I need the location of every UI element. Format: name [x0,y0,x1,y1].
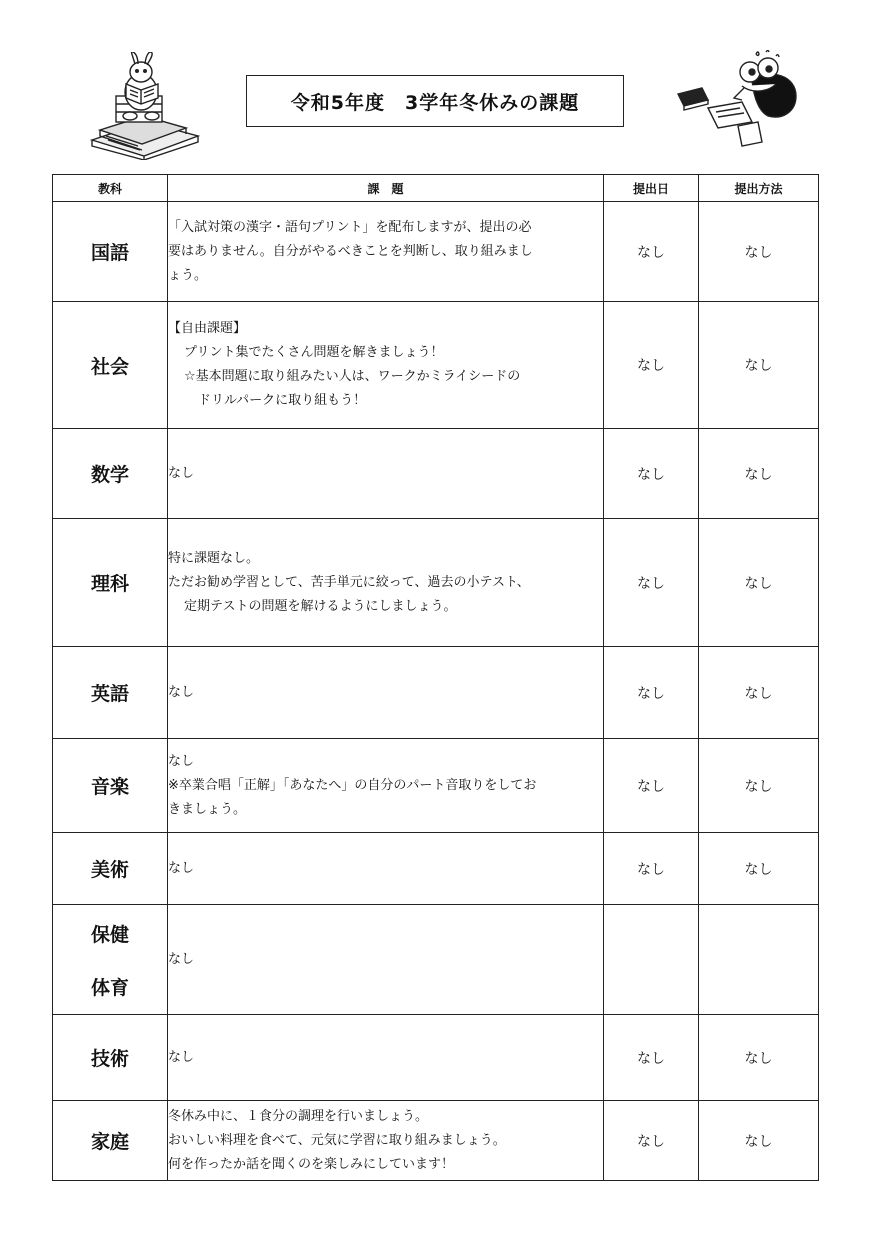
task-cell [168,429,604,519]
task-line: 【自由課題】 [168,321,247,336]
submission-method-cell: なし [699,833,819,905]
task-cell [168,302,604,429]
table-row [53,429,819,519]
subject-name: 理科 [90,573,129,595]
subject-cell [53,202,168,302]
due-date-cell: なし [604,833,699,905]
task-cell [168,519,604,647]
due-date-cell: なし [604,202,699,302]
subject-cell [53,302,168,429]
subject-cell [53,739,168,833]
task-line: ドリルパークに取り組もう！ [198,393,367,408]
task-cell [168,1101,604,1181]
subject-name: 美術 [90,859,129,881]
task-line: おいしい料理を食べて、元気に学習に取り組みましょう。 [168,1132,506,1148]
submission-method-cell: なし [699,647,819,739]
task-cell [168,647,604,739]
due-date-cell: なし [604,302,699,429]
subject-name: 数学 [90,464,129,486]
task-line: 要はありません。自分がやるべきことを判断し、取り組みまし [168,243,533,259]
task-line: きましょう。 [168,801,247,817]
task-line: ※卒業合唱「正解」「あなたへ」の自分のパート音取りをしてお [168,777,537,793]
table-row [53,1015,819,1101]
task-line: ただお勧め学習として、苦手単元に絞って、過去の小テスト、 [168,574,530,590]
task-line: 冬休み中に、１食分の調理を行いましょう。 [168,1108,429,1124]
task-line: 特に課題なし。 [168,550,260,566]
subject-name: 体育 [90,976,129,999]
submission-method-cell: なし [699,1101,819,1181]
task-line: 定期テストの問題を解けるようにしましょう。 [184,598,457,614]
task-cell [168,739,604,833]
task-cell [168,202,604,302]
table-row [53,519,819,647]
due-date-cell: なし [604,647,699,739]
task-line: なし [168,951,195,967]
subject-cell [53,1101,168,1181]
submission-method-cell: なし [699,202,819,302]
table-row [53,905,819,1015]
table-header-row [53,175,819,202]
studying-frog-illustration-icon [672,50,800,150]
task-line: なし [168,753,195,769]
submission-method-cell: なし [699,429,819,519]
task-cell [168,833,604,905]
task-cell [168,905,604,1015]
subject-cell [53,905,168,1015]
table-row [53,202,819,302]
subject-name: 家庭 [90,1131,129,1153]
subject-name: 技術 [90,1048,129,1070]
due-date-cell: なし [604,739,699,833]
submission-method-cell: なし [699,1015,819,1101]
task-line: なし [168,465,195,481]
subject-name: 英語 [90,683,129,705]
task-line: 「入試対策の漢字・語句プリント」を配布しますが、提出の必 [168,219,532,235]
column-header-due: 提出日 [604,175,699,202]
due-date-cell: なし [604,1101,699,1181]
table-body [53,202,819,1181]
subject-cell [53,429,168,519]
submission-method-cell [699,905,819,1015]
column-header-task: 課 題 [168,175,604,202]
table-row [53,302,819,429]
subject-cell [53,833,168,905]
table-row [53,739,819,833]
due-date-cell: なし [604,1015,699,1101]
task-cell [168,1015,604,1101]
task-line: なし [168,1049,195,1065]
submission-method-cell: なし [699,739,819,833]
due-date-cell: なし [604,429,699,519]
task-line: プリント集でたくさん問題を解きましょう！ [184,345,444,360]
subject-cell [53,647,168,739]
subject-name: 国語 [90,242,129,264]
subject-name: 社会 [90,355,129,378]
subject-name: 音楽 [90,776,129,798]
submission-method-cell: なし [699,519,819,647]
subject-name: 保健 [90,923,129,946]
homework-table [52,174,819,1181]
due-date-cell [604,905,699,1015]
task-line: なし [168,684,195,700]
task-line: ょう。 [168,267,208,283]
task-line: 何を作ったか話を聞くのを楽しみにしています！ [168,1156,455,1172]
subject-cell [53,1015,168,1101]
column-header-method: 提出方法 [699,175,819,202]
page-title: 令和5年度 3学年冬休みの課題 [246,75,624,127]
column-header-subject: 教科 [53,175,168,202]
table-row [53,647,819,739]
table-row [53,833,819,905]
submission-method-cell: なし [699,302,819,429]
subject-cell [53,519,168,647]
task-line: ☆基本問題に取り組みたい人は、ワークかミライシードの [184,369,521,384]
task-line: なし [168,860,195,876]
table-row [53,1101,819,1181]
reading-rabbit-illustration-icon [86,52,204,160]
due-date-cell: なし [604,519,699,647]
